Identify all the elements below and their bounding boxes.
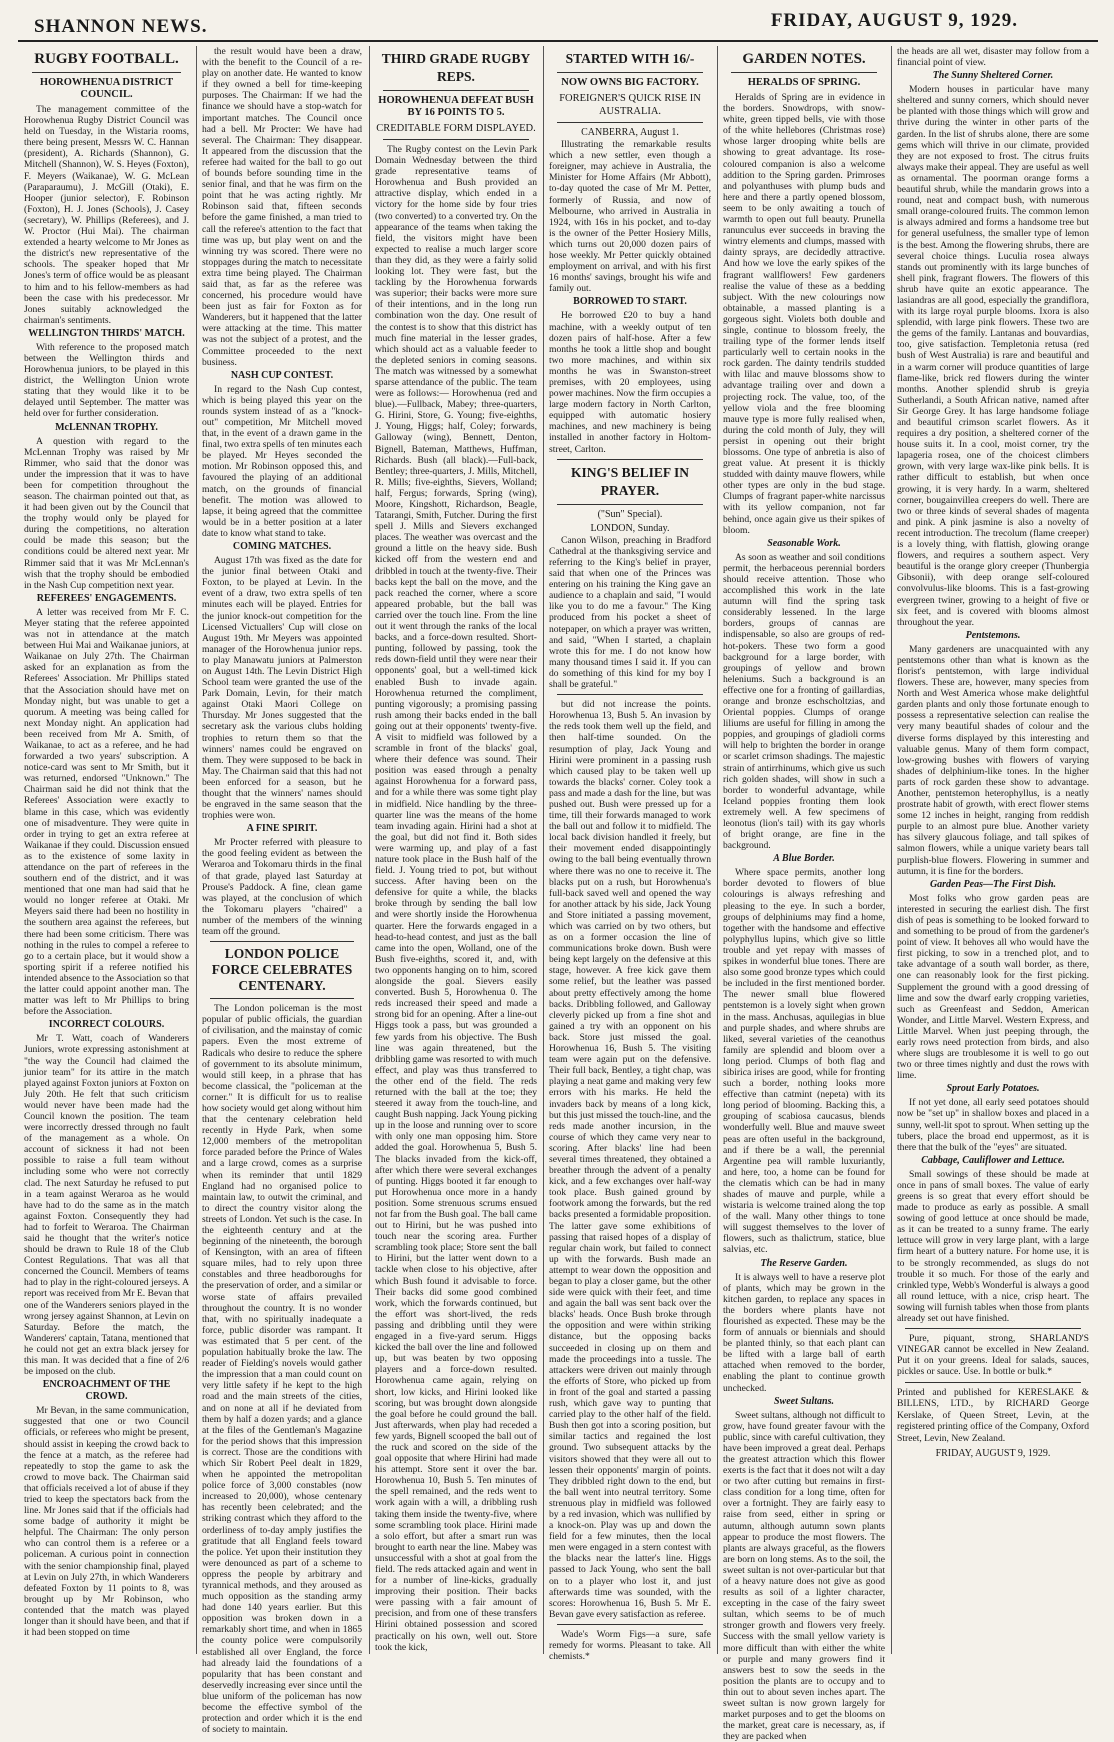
article-body [24,104,189,1638]
section-heading: ENCROACHMENT OF THE CROWD. [42,1379,171,1403]
article-title: GARDEN NOTES. [742,51,866,67]
section-heading: Sweet Sultans. [773,1395,835,1407]
body-paragraph: Many gardeners are unacquainted with any pentstemons other than what is known as the florist's pentstemon, with large individual flowers. These are, however, many species from North and West America whose make delightful garden plants and only those fortunate enough to possess a representative selection can realise the very many beautiful shades of colour and the diverse forms displayed by this interesting and valuable genus. Many of them form compact, low-growing bushes with flowers of varying shades of delphinium-like tones. In the higher parts of rock garden these show to advantage. Another, pentstemon heterophyllus, is a neatly prostrate habit of growth, with erect flower stems some 12 inches in height, ranging from reddish purple to an almost pure blue. Another variety has silvery glaucous foliage, and tall spikes of salmon flowers, while a unique variety bears tall purplish-blue flowers. Flowering in summer and autumn, it is fine for the borders. [897,643,1089,877]
body-paragraph: The management committee of the Horowhenua Rugby District Council was held on Tuesday, in the Wistaria rooms, there being present, Messrs W. C. Hannan (president), A. Richards (Shannon), G. Mitchell (Shannon), W. S. Heyes (Foxton), F. Meyers (Waikanae), W. G. McLean (Paraparaumu), J. McGill (Otaki), E. Hooper (junior selector), F. Robinson (Foxton), H. J. Jones (Schools), J. Casey (secretary), W. Phillips (Referees), and J. W. Proctor (Hui Mai). The chairman extended a hearty welcome to Mr Jones as the district's new representative of the schools. The speaker hoped that Mr Jones's term of office would be as pleasant to him and to his fellow-members as had been the case with his predecessor. Mr Jones suitably acknowledged the chairman's sentiments. [24,104,189,326]
body-paragraph: but did not increase the points. Horowhenua 13, Bush 5. An invasion by the reds took them well up the field, and then half-time sounded. On the resumption of play, Jack Young and Hirini were prominent in a passing rush which caused play to be taken well up towards the blacks' corner. Coley took a pass and made a dash for the line, but was pushed out. Bush were pressed up for a time, till their forwards managed to work the ball out and follow it to midfield. The local back division handled it freely, but their movement ended disappointingly owing to the ball being eventually thrown where there was no one to receive it. The blacks put on a rush, but Horowhenua's full-back saved well and opened the way for another attack by his side, Jack Young and Store initiated a passing movement, which was carried on by two others, but as on a former occasion the line of communications broke down. Bush were being kept largely on the defensive at this stage, however. A free kick gave them some relief, but the leather was passed about pretty effectively among the home backs. Dribbling followed, and Galloway cleverly picked up from a fine shot and gained a try with an opponent on his back. Store just missed the goal. Horowhenua 16, Bush 5. The visiting team were again put on the defensive. Their full back, Bentley, a tight chap, was playing a neat game and making very few errors with his marks. He held the invaders back by means of a long kick, but this just missed the touch-line, and the reds made another incursion, in the course of which they came very near to scoring. After blacks' line had been several times threatened, they obtained a breather through the advent of a penalty kick, and a few exchanges over half-way took place. Bush gained ground by footwork among the forwards, but the red backs presented a formidable proposition. The latter gave some exhibitions of passing that raised hopes of a display of regular chain work, but failed to connect up with the forwards. Bush made an attempt to wear down the opposition and began to play a closer game, but the other side were quick with their feet, and time and again the ball was sent back over the blacks' heads. Once Bush broke through the opposition and were within striking distance, but the opposing backs succeeded in closing up on them and made the proceedings into a tussle. The attackers were driven out mainly through the efforts of Store, who picked up from in front of the goal and started a passing rush, which gave way to punting that carried play to the other half of the field. Bush then got into a scoring position, but similar tactics and regained the lost ground. Two subsequent attacks by the visitors showed that they were all out to lessen their opponents' margin of points. They dribbled right down to the end, but the ball went into neutral territory. Some strenuous play in midfield was followed by a red invasion, which was nullified by a knock-on. Play was up and down the field for a few minutes, then the local men were engaged in a stern contest with the blacks near the latter's line. Higgs passed to Jack Young, who sent the ball on to a player who lost it, and just afterwards time was sounded, with the scores: Horowhenua 16, Bush 5. Mr E. Bevan gave every satisfaction as referee. [549,699,712,1620]
column-6 [897,46,1089,1658]
section-heading: McLENNAN TROPHY. [55,421,158,433]
divider [731,72,877,73]
column-rule [543,46,544,1654]
divider [557,72,703,73]
article-source: ("Sun" Special). [597,508,663,520]
body-paragraph: A question with regard to the McLennan Trophy was raised by Mr Rimmer, who said that the donor was under the impression that it was to have been for competition throughout the season. The chairman pointed out that, as it had been given out by the Council that the trophy would only be played for during the competitions, no alteration could be made this season; but the conditions could be altered next year. Mr Rimmer said that it was Mr McLennan's wish that the trophy should be embodied in the Nash Cup competition next year. [24,435,189,591]
column-5 [723,46,885,1742]
divider [557,1624,703,1625]
section-heading: INCORRECT COLOURS. [48,1019,165,1031]
body-paragraph: Where space permits, another long border devoted to flowers of blue colourings is always refreshing and pleasing to the eye. In such a border, groups of delphiniums may find a home, together with the handsome and effective polyphyllus lupins, which give so little trouble and yet repay with masses of spikes in wonderful blue tones. There are also some good bronze types which could be included in the first mentioned border. The newer small blue flowered pentstemon is a lovely sight when grown in the mass. Anchusas, aquilegias in blue and purple shades, and where shrubs are liked, several varieties of the ceanothus family are splendid and bloom over a long period. Clumps of both flag and sibirica irises are good, while for fronting such a border, nothing looks more effective than catmint (nepeta) with its long period of blooming. Backing this, a grouping of scabiosa caucasus, blends wonderfully well. Blue and mauve sweet peas are often useful in the background, and if there be a wall, the perennial Argentine pea will ramble luxuriantly, and here, too, a home can be found for the clematis which can be had in many shades of mauve and purple, while a wistaria is welcome trained along the top of the wall. Many other things to tone will suggest themselves to the lover of flowers, such as thalictrum, statice, blue salvias, etc. [723,867,885,1256]
imprint [897,1387,1089,1460]
body-paragraph: He borrowed £20 to buy a hand machine, with a weekly output of ten dozen pairs of half-hose. After a few months he took a little shop and bought two more machines, and within six months he was in Swanston-street premises, with 20 employees, using power machines. Now the firm occupies a large modern factory in North Carlton, equipped with automatic hosiery machines, and new machinery is being installed in another factory in Holtom-street, Carlton. [549,310,711,455]
body-paragraph: In regard to the Nash Cup contest, which is being played this year on the rounds system instead of as a "knock-out" competition, Mr Mitchell moved that, in the event of a drawn game in the final, two extra spells of ten minutes each be played. Mr Heyes seconded the motion. Mr Robinson opposed this, and favoured the playing of an additional match, on the grounds of financial benefit. The motion was allowed to lapse, it being agreed that the committee would be in a better position at a later date to know what stand to take. [202,383,362,539]
body-paragraph: Most folks who grow garden peas are interested in securing the earliest dish. The first dish of peas is something to be looked forward to and something to be proud of from the gardener's point of view. It behoves all who would have the first picking, to sow in a trenched plot, and to take advantage of a south wall border, as there, one can reasonably look for the first picking. Supplement the ground with a good dressing of lime and sow the dwarf early cropping varieties, such as Greenfeast and Seddon, American Wonder, and Little Marvel. Western Express, and Little Marvel. When just peeping through, the early rows need protection from birds, and also where slugs are troublesome it is well to go out two or three times nightly and dust the rows with lime. [897,892,1089,1082]
divider [557,459,703,460]
section-heading: Cabbage, Cauliflower and Lettuce. [921,1154,1065,1166]
article-title: RUGBY FOOTBALL. [34,51,179,67]
article-title: LONDON POLICE FORCE CELEBRATES CENTENARY. [211,946,353,994]
divider [557,694,703,695]
section-heading: A Blue Border. [773,853,835,865]
advertisement: Wade's Worm Figs—a sure, safe remedy for worms. Pleasant to take. All chemists.* [549,1628,711,1663]
column-rule [717,46,718,1654]
dateline: LONDON, Sunday. [590,522,670,534]
column-rule [196,46,197,1654]
body-paragraph: August 17th was fixed as the date for the junior final between Otaki and Foxton, to be played at Levin. In the event of a draw, two extra spells of ten minutes each will be played. Entries for the junior knock-out competition for the Licensed Victuallers' Cup will close on August 19th. Mr Meyers was appointed manager of the Horowhenua junior reps. to play Manawatu juniors at Palmerston on August 14th. The Levin District High School team were granted the use of the Park Domain, Levin, for their match against Otaki Maori College on Thursday. Mr Jones suggested that the secretary ask the various clubs holding trophies to return them so that the winners' names could be engraved on them. They were supposed to be back in May. The Chairman said that this had not been enforced for a season, but he thought that the winners' names should be engraved in the same season that the trophies were won. [202,555,362,822]
article-subtitle: HOROWHENUA DEFEAT BUSH BY 16 POINTS TO 5. [378,95,534,118]
body-paragraph: Sweet sultans, although not difficult to grow, have found greater favour with the public, since with careful cultivation, they have been improved a great deal. Perhaps the greatest attraction which this flower exerts is the fact that it does not wilt a day or two after cutting but remains in first-class condition for a long time, often for over a fortnight. They are fairly easy to raise from seed, either in spring or autumn, although autumn sown plants appear to produce the most flowers. The plants are always graceful, as the flowers are born on long stems. As to the soil, the sweet sultan is not over-particular but that of a heavy nature does not give as good results as soil of a lighter character, excepting in the case of the fairy sweet sultan, which seems to be of much stronger growth and flowers very freely. Success with the small yellow variety is more difficult than with either the white or purple and many growers find it answers best to sow the seeds in the position the plants are to occupy and to thin out to about seven inches apart. The sweet sultan is now grown largely for market purposes and to get the blooms on the market, great care is necessary, as, if they are packed when [723,1409,885,1742]
section-heading: REFEREES' ENGAGEMENTS. [36,592,177,604]
divider [210,941,354,942]
issue-date: FRIDAY, AUGUST 9, 1929. [770,10,1018,31]
body-paragraph: Mr Procter referred with pleasure to the good feeling evident as between the Weraroa and Tokomaru thirds in the final of that grade, played last Saturday at Prouse's Paddock. A fine, clean game was played, at the conclusion of which the Tokomaru players "chaired" a number of the members of the winning team off the ground. [202,837,362,938]
imprint-text: Printed and published for KERESLAKE & BILLENS, LTD., by RICHARD George Kerslake, of Queen Street, Levin, at the registered printing office of the Company, Oxford Street, Levin, New Zealand. [897,1386,1089,1444]
column-rule [369,46,370,1654]
article-subtitle: HERALDS OF SPRING. [747,77,861,88]
divider [905,1328,1081,1329]
section-heading: A FINE SPIRIT. [246,823,318,835]
column-rule [891,46,892,1654]
section-heading: WELLINGTON THIRDS' MATCH. [28,327,185,339]
section-heading: NASH CUP CONTEST. [230,369,334,381]
section-heading: Seasonable Work. [767,537,841,549]
article-deck: CREDITABLE FORM DISPLAYED. [376,123,536,134]
article-title: KING'S BELIEF IN PRAYER. [570,464,690,498]
section-heading: BORROWED TO START. [573,296,687,308]
body-paragraph: Small sowings of these should be made at once in pans of small boxes. The value of early greens is so great that every effort should be made to produce as early as possible. A small sowing of good lettuce at once should be made, as it can be treated to a sunny frame. The early lettuce will grow in very large plant, with a large firm heart of a buttery nature. For home use, it is to be strongly recommended, as slugs do not trouble it so much. For those of the early and crinkled type, Webb's Wonderful is always a good all round lettuce, with a nice, crisp heart. The sowing will furnish tables when those from plants already set out have finished. [897,1168,1089,1325]
newspaper-title: SHANNON NEWS. [34,16,208,37]
article-continuation [202,46,362,937]
article-title: STARTED WITH 16/- [565,51,695,66]
divider [905,1382,1081,1383]
section-heading: The Reserve Garden. [760,1257,848,1269]
body-paragraph: The London policeman is the most popular of public officials, the guardian of civilisation, and the mainstay of comic papers. Even the most extreme of Radicals who desire to reduce the sphere of government to its absolute minimum, would still keep, in a phrase that has become classical, the "policeman at the corner." It is difficult for us to realise how society would get along without him that the centenary celebration held recently in Hyde Park, when some 12,000 members of the metropolitan force paraded before the Prince of Wales and a large crowd, comes as a surprise when its reminder that until 1829 England had no organised police to maintain law, to outwit the criminal, and to direct the country visitor along the streets of London. Yet such is the case. In the eighteenth century and at the beginning of the nineteenth, the borough of Kensington, with an area of fifteen square miles, had to rely upon three constables and three headboroughs for the preservation of order, and a similar or worse state of affairs prevailed throughout the country. It is no wonder that, with no spiritually inadequate a force, public disorder was rampant. It was estimated that 5 per cent. of the population habitually broke the law. The reader of Fielding's novels would gather the impression that a man could count on very little safety if he kept to the high road and the main streets of the cities, and on none at all if he deviated from them by half a dozen yards; and a glance at the files of the Gentleman's Magazine for the period shows that this impression is correct. Those are the conditions with which Sir Robert Peel dealt in 1829, when he appointed the metropolitan police force of 3,000 constables (now increased to 20,000), whose centenary has recently been celebrated; and the striking contrast which they afford to the orderliness of to-day amply justifies the gratitude that all England feels toward the police. Yet upon their institution they were denounced as part of a scheme to oppress the people by arbitrary and tyrannical methods, and they aroused as much opposition as the standing army had done 140 years earlier. But this opposition was broken down in a remarkably short time, and when in 1865 the county police were compulsorily established all over England, the force had already laid the foundations of a popularity that has been constant and deservedly increasing ever since until the blue uniform of the policeman has now become the effective symbol of the protection and order which it is the end of society to maintain. [202,1003,362,1736]
body-paragraph: With reference to the proposed match between the Wellington thirds and Horowhenua juniors, to be played in this district, the Wellington Union wrote stating that they would like it to be delayed until September. The matter was held over for further consideration. [24,341,189,420]
body-paragraph: As soon as weather and soil conditions permit, the herbaceous perennial borders should receive attention. Those who accomplished this work in the late autumn will find the spring task considerably lessened. In the large borders, groups of cannas are indispensable, so also are groups of red-hot-pokers. These two form a good background for a large border, with groupings of yellow and brown heleniums. Such a background is an effective one for a fronting of gaillardias, orange and bronze eschscholtzias, and Oriental poppies. Clumps of orange liliums are useful for filling in among the poppies, and groupings of gladioli corms will help to brighten the border in orange or scarlet crimson shadings. The majestic strain of antirrhinums, which give us such rich golden shades, will show in such a border to wonderful advantage, while Iceland poppies fronting them look extremely well. A few specimens of leonotus (lion's tail) with its gay whorls of bright orange, are fine in the background. [723,551,885,852]
body-paragraph: A letter was received from Mr F. C. Meyer stating that the referee appointed was not in attendance at the match between Hui Mai and Waikanae juniors, at Waikanae on July 27th. The Chairman asked for an explanation as from the Referees' Association. Mr Phillips stated that the Association should have met on Monday night, but was unable to get a quorum. A meeting was being called for next Monday night. An application had been received from Mr A. Smith, of Waikanae, to act as a referee, and he had forwarded a two years' subscription. A notice-card was sent to Mr Smith, but it was returned, endorsed "Unknown." The Chairman said he did not think that the Referees' Association were exactly to blame in this case, which was evidently one of misadventure. They were quite in order in trying to get an extra referee at Waikanae if they could. Discussion ensued as to the existence of some laxity in attendance on the part of referees in the southern end of the district, and it was mentioned that one man had said that he would no longer referee at Otaki. Mr Meyers said there had been no hostility in the southern area against the referees, but there had been some criticism. There was nothing in the rules to compel a referee to go to a certain place, but it would show a sporting spirit if a referee notified his intended absence to the Association so that the latter could appoint another man. The matter was left to Mr Phillips to bring before the Association. [24,606,189,1018]
column-1 [24,46,189,1658]
divider [557,122,703,123]
body-paragraph: Illustrating the remarkable results which a new settler, even though a foreigner, may achieve in Australia, the Minister for Home Affairs (Mr Abbott), to-day quoted the case of Mr M. Petter, formerly of Russia, and now of Melbourne, who arrived in Australia in 1924, with 16s in his pocket, and to-day is the owner of the Petter Hosiery Mills, which turns out 20,000 dozen pairs of hose weekly. Mr Petter quickly obtained employment on arrival, and with his first 16 months' savings, brought his wife and family out. [549,139,711,295]
column-4 [549,46,712,1663]
advertisement: Pure, piquant, strong, SHARLAND'S VINEGAR cannot be excelled in New Zealand. Put it on your greens. Ideal for salads, sauces, pickles or sauce. Use. In bottle or bulk.* [897,1333,1089,1378]
divider [383,90,529,91]
body-paragraph: Mr Bevan, in the same communication, suggested that one or two Council officials, or referees who might be present, should assist in keeping the crowd back to the fence at a match, as the referee had repeatedly to stop the game to ask the crowd to move back. The Chairman said that officials received a lot of abuse if they tried to keep the spectators back from the line. Mr Jones said that if the officials had some badge of authority it might be helpful. The Chairman: The only person who can control them is a referee or a policeman. A curious point in connection with the senior championship final, played at Levin on July 27th, in which Wanderers defeated Foxton by 11 points to 8, was brought up by Mr Robinson, who contended that the match was played longer than it should have been, and that if it had been stopped on time [24,1405,189,1639]
body-paragraph: Mr T. Watt, coach of Wanderers Juniors, wrote expressing astonishment at "the way the Council had claimed the junior team" for its attire in the match played against Foxton juniors at Foxton on July 20th. He felt that such criticism would never have been made had the Council known the position. The team were incorrectly dressed through no fault of the management as a whole. On account of sickness it had not been possible to raise a full team without including some who were not correctly clad. The next Saturday he refused to put in a team against Weraroa as he would have had to do the same as in the match against Foxton. Consequently they had had to forfeit to Weraroa. The Chairman said he thought that the writer's notice should be drawn to Rule 18 of the Club Contest Regulations. That was all that concerned the Council. Members of teams had to play in the right-coloured jerseys. A report was received from Mr E. Bevan that one of the Wanderers seniors played in the wrong jersey against Shannon, at Levin on Saturday. Before the match, the Wanderers' captain, Tatana, mentioned that he could not get an extra black jersey for this man. It was decided that a fine of 2/6 be imposed on the club. [24,1033,189,1378]
column-3 [375,46,537,1658]
column-2 [202,46,362,1736]
dateline: CANBERRA, August 1. [581,127,679,138]
divider [32,72,181,73]
body-paragraph: Heralds of Spring are in evidence in the borders. Snowdrops, with snow-white, green tipped bells, vie with those of the white hellebores (Christmas rose) whose larger drooping white bells are showing to great advantage. Its rose-coloured companion is also a welcome addition to the Spring garden. Primroses and polyanthuses with plump buds and here and there a partly opened blossom, seem to be only awaiting a touch of warmth to open out full beauty. Prunella ranunculus ever succeeds in braving the wintry elements and clumps, massed with dainty sprays, are decidedly attractive. And how we love the early spikes of the fragrant wallflowers! Few gardeners realise the value of these as a bedding subject. With the new colourings now obtainable, a massed planting is a gorgeous sight. Violets both double and single, continue to blossom freely, the trailing type of the former lends itself particularly well to certain nooks in the rock garden. The dainty tendrils studded with lilac and mauve blossoms show to advantage trailing over and down a projecting rock. The value, too, of the yellow viola and the free blooming mauve type is more fully realised when, during the cold month of July, they will persist in opening out their bright blossoms. One type of anbretia is also of great value. At present it is thickly studded with dainty mauve flowers, while other types are only in the bud stage. Clumps of fragrant paper-white narcissus with its yellow companion, not far behind, once again give us their spikes of bloom. [723,92,885,536]
section-heading: COMING MATCHES. [232,541,332,553]
body-paragraph: It is always well to have a reserve plot of plants, which may be grown in the kitchen garden, to replace any spaces in the borders where plants have not flourished as expected. These may be the form of annuals or biennials and should be planted thinly, so that each plant can be lifted with a large ball of earth attached when removed to the border, enabling the plant to continue growth unchecked. [723,1271,885,1394]
section-heading: Pentstemons. [965,629,1021,641]
divider [210,998,354,999]
footer-date: FRIDAY, AUGUST 9, 1929. [935,1448,1051,1459]
article-deck: FOREIGNER'S QUICK RISE IN AUSTRALIA. [559,93,701,117]
article-subtitle: HOROWHENUA DISTRICT COUNCIL. [39,77,174,100]
divider [383,139,529,140]
body-paragraph: The Rugby contest on the Levin Park Domain Wednesday between the third grade representative teams of Horowhenua and Bush provided an attractive display, which ended in a victory for the home side by four tries (two converted) to a converted try. On the appearance of the teams when taking the field, the visitors might have been expected to realise a much larger score than they did, as they were a fairly solid looking lot. They were fast, but the tackling by the Horowhenua forwards was superior; their backs were more sure of their intentions, and in the long run combination won the day. One result of the contest is to show that this district has much fine material in the lesser grades, which should act as a valuable feeder to the depleted seniors in coming seasons. The match was witnessed by a somewhat sparse attendance of the public. The team were as follows:— Horowhenua (red and blue).—Fullback, Mabey; three-quarters, G. Hirini, Store, G. Young; five-eighths, J. Young, Higgs; half, Coley; forwards, Galloway (wing), Bennett, Denton, Bignell, Bateman, Matthews, Huffman, Richards. Bush (all black).—Full-back, Bentley; three-quarters, J. Mills, Mitchell, R. Mills; five-eighths, Sievers, Wolland; half, Fergus; forwards, Spring (wing), Moore, Kingshott, Richardson, Beagle, Tatarangi, Smith, Futcher. During the first spell J. Mills and Sievers exchanged places. The weather was overcast and the ground a little on the heavy side. Bush kicked off from the western end and dribbled in touch at the twenty-five. Their backs kept the ball on the move, and the pack reached the corner, where a score appeared probable, but the ball was carried over the touch line. From the line out it went through the ranks of the local backs, and a force-down resulted. Short-punting, followed by passing, took the reds down-field until they were near their opponents' goal, but a well-timed kick enabled Bush to invade again. Horowhenua returned the compliment, punting vigorously; a promising passing rush among their backs ended in the ball going out at their opponents' twenty-five. A visit to midfield was followed by a scramble in front of the blacks' goal, where their defence was sound. Their position was eased through a penalty against Horowhenua for a forward pass, and for a while there was some tight play in midfield. Nice handling by the three-quarter line was the means of the home team invading again. Hirini had a shot at the goal, but did not find it. Both sides were warming up, and play of a fast nature took place in the Bush half of the field. J. Young tried to pot, but without success. After having been on the defensive for quite a while, the blacks broke through by sending the ball low and were shortly inside the Horowhenua quarter. Here the forwards engaged in a head-to-head contest, and just as the ball came into the open, Wolland, one of the Bush five-eighths, scored it, and, with two opponents hanging on to him, scored alongside the goal. Sievers easily converted. Bush 5, Horowhenua 0. The reds increased their speed and made a strong bid for an opening. After a line-out Higgs took a pass, but was grounded a few yards from his objective. The Bush line was again threatened, but the dribbling game was resorted to with much effect, and play was thus transferred to the other end of the field. The reds returned with the ball at the toe; they steered it away from the touch-line, and caught Bush napping. Jack Young picking up in the loose and running over to score with only one man opposing him. Store added the goal. Horowhenua 5, Bush 5. The blacks invaded from the kick-off, after which there were several exchanges of punting. Higgs booted it far enough to put Horowhenua once more in a handy position. Some strenuous scrums ensued not far from the Bush goal. The ball came out to Hirini, but he was pushed into touch near the scoring area. Further scrambling took place; Store sent the ball to Hirini, but the latter went down to a tackle when close to his objective, after which Bush found it advisable to force. Their backs did some good combined work, which the forwards continued, but the effort was short-lived, the reds passing and dribbling until they were engaged in a five-yard serum. Higgs kicked the ball over the line and followed up, but was beaten by two opposing players and a force-down resulted. Horowhenua came again, relying on short, low kicks, and Hirini looked like scoring, but was brought down alongside the goal before he could ground the ball. Just afterwards, when play had receded a few yards, Bignell scooped the ball out of the ruck and scored on the side of the goal opposite that where Hirini had made his attempt. Store sent it over the bar. Horowhenua 10, Bush 5. Ten minutes of the spell remained, and the reds went to work again with a will, a dribbling rush taking them inside the twenty-five, where some scrambling took place. Hirini made a solo effort, but after a smart run was brought to earth near the line. Mabey was unsuccessful with a shot at goal from the field. The reds attacked again and went in for a number of line-kicks, gradually improving their position. Their backs were passing with a fair amount of precision, and from one of these transfers Hirini obtained possession and scored practically on his own, well out. Store took the kick, [375,144,537,1653]
divider [557,504,703,505]
body-paragraph: the heads are all wet, disaster may follow from a financial point of view. [897,46,1089,69]
body-paragraph: Modern houses in particular have many sheltered and sunny corners, which should never be planted with those things which will grow and thrive during the winter in other parts of the garden. In the list of shrubs alone, there are some gems which will thrive in our climate, provided they are not exposed to frost. The citrus fruits always make their appeal. They are useful as well as ornamental. The poorman orange forms a beautiful shrub, while the mandarin grows into a round, neat and compact bush, with numerous small orange-coloured fruits. The common lemon is always admired and forms a handsome tree but for general usefulness, the smaller type of lemon is the best. Among the flowering shrubs, there are several choice things. Luculia rosea always stands out prominently with its large bunches of shell pink, fragrant flowers. The flowers of this shrub have quite an exotic appearance. The lasiandras are all good, especially the grandiflora, with its large royal purple blooms. Ixora is also splendid, with large pink flowers. These two are the gems of the family. Lantanas and bouvardias, too, give satisfaction. Templetonia retusa (red bush of West Australia) is rare and beautiful and in a warm corner will produce quantities of large flame-like, brick red flowers during the winter months. Another splendid shrub is greyia Sutherlandi, a South African native, named after Sir George Grey. It has large handsome foliage and beautiful crimson scarlet flowers. As it requires a dry position, a sheltered corner of the house suits it. In a cool, moist corner, try the lapageria rosea, one of the choicest climbers grown, with very large wax-like pink bells. It is rather difficult to establish, but when once growing, it is very hardy. In a warm, sheltered corner, bougainvillea creepers do well. There are two or three kinds of several shades of magenta and pink. A pink jasmine is also a novelty of recent introduction. The trecolum (flame creeper) is a lovely thing, with flattish, glowing orange flowers, and requires a southern aspect. Very beautiful is the orange glory creeper (Thunbergia Gibsonii), with deep orange self-coloured convolvulus-like blooms. This is a fast-growing evergreen twiner, growing to a height of five or six feet, and is covered with blooms almost throughout the year. [897,84,1089,628]
body-paragraph: the result would have been a draw, with the benefit to the Council of a re-play on another date. He wanted to know if they owned a bell for time-keeping purposes. The Chairman: If we had the finance we should have a stop-watch for important matches. The Council once had a bell. Mr Procter: We have had several. The Chairman: They disappear. It appeared from the discussion that the referee had waited for the ball to go out of bounds before sounding time in the senior final, and that he was firm on the point that he was acting rightly. Mr Robinson said that, fifteen seconds before the game finished, a man tried to call the referee's attention to the fact that time was up, but play went on and the winning try was scored. There were no stoppages during the match to necessitate extra time being played. The Chairman said that, as far as the referee was concerned, his procedure would have been just as fair for Foxton as for Wanderers, but it happened that the latter were attacking at the time. This matter was not the subject of a protest, and the Committee proceeded to the next business. [202,46,362,368]
section-heading: Sprout Early Potatoes. [946,1083,1040,1095]
body-paragraph: If not yet done, all early seed potatoes should now be "set up" in shallow boxes and placed in a sunny, well-lit spot to sprout. When setting up the tubers, place the broad end uppermost, as it is there that the bulk of the "eyes" are situated. [897,1097,1089,1153]
masthead [18,6,1098,42]
section-heading: The Sunny Sheltered Corner. [932,70,1054,82]
article-title: THIRD GRADE RUGBY REPS. [381,51,531,84]
article-subtitle: NOW OWNS BIG FACTORY. [561,77,699,88]
section-heading: Garden Peas—The First Dish. [929,878,1057,890]
body-paragraph: Canon Wilson, preaching in Bradford Cathedral at the thanksgiving service and referring to the King's belief in prayer, said that when one of the Princes was entering on his training the King gave an audience to a chaplain and said, "I would like you to do me a favour." The King produced from his pocket a sheet of notepaper, on which a prayer was written, and said, "When I started, a chaplain wrote this for me. I do not know how many thousand times I said it. If you can do something of this kind for my boy I shall be grateful." [549,534,711,691]
